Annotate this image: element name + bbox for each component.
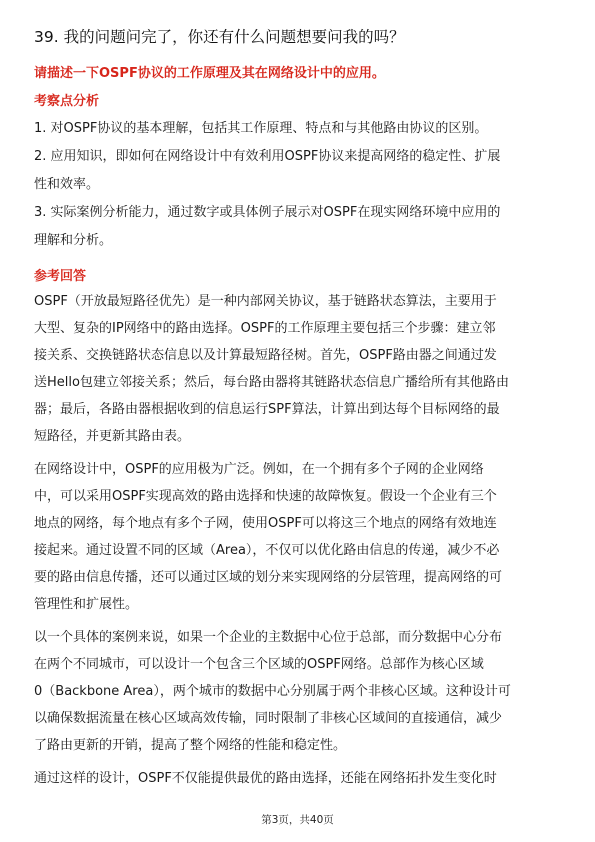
- page-number: 第3页，共40页: [261, 814, 334, 826]
- answer-line: 接起来。通过设置不同的区域（Area），不仅可以优化路由信息的传递，减少不必: [34, 543, 500, 558]
- answer-line: 在两个不同城市，可以设计一个包含三个区域的OSPF网络。总部作为核心区域: [34, 657, 484, 672]
- analysis-line: 3. 实际案例分析能力，通过数字或具体例子展示对OSPF在现实网络环境中应用的: [34, 205, 501, 220]
- question-title: 39. 我的问题问完了，你还有什么问题想要问我的吗？: [34, 28, 405, 46]
- analysis-line: 性和效率。: [34, 177, 100, 192]
- answer-line: 器；最后，各路由器根据收到的信息运行SPF算法，计算出到达每个目标网络的最: [34, 402, 500, 417]
- answer-line: 以确保数据流量在核心区域高效传输，同时限制了非核心区域间的直接通信，减少: [34, 711, 503, 726]
- answer-line: 要的路由信息传播，还可以通过区域的划分来实现网络的分层管理，提高网络的可: [34, 570, 503, 585]
- answer-line: 地点的网络，每个地点有多个子网，使用OSPF可以将这三个地点的网络有效地连: [34, 516, 497, 531]
- answer-line: 短路径，并更新其路由表。: [34, 429, 191, 444]
- answer-line: 在网络设计中，OSPF的应用极为广泛。例如，在一个拥有多个子网的企业网络: [34, 462, 484, 477]
- answer-line: 通过这样的设计，OSPF不仅能提供最优的路由选择，还能在网络拓扑发生变化时: [34, 771, 497, 786]
- answer-line: 了路由更新的开销，提高了整个网络的性能和稳定性。: [34, 738, 347, 753]
- answer-line: 送Hello包建立邻接关系；然后，每台路由器将其链路状态信息广播给所有其他路由: [34, 375, 509, 390]
- answer-heading: 参考回答: [34, 269, 87, 284]
- answer-line: 0（Backbone Area），两个城市的数据中心分别属于两个非核心区域。这种设计可: [34, 684, 511, 699]
- answer-line: 接关系、交换链路状态信息以及计算最短路径树。首先，OSPF路由器之间通过发: [34, 348, 497, 363]
- answer-line: 管理性和扩展性。: [34, 597, 139, 612]
- analysis-line: 理解和分析。: [34, 233, 113, 248]
- answer-line: OSPF（开放最短路径优先）是一种内部网关协议，基于链路状态算法，主要用于: [34, 294, 497, 309]
- analysis-line: 1. 对OSPF协议的基本理解，包括其工作原理、特点和与其他路由协议的区别。: [34, 121, 488, 136]
- question-prompt: 请描述一下OSPF协议的工作原理及其在网络设计中的应用。: [34, 66, 385, 81]
- answer-line: 大型、复杂的IP网络中的路由选择。OSPF的工作原理主要包括三个步骤：建立邻: [34, 321, 496, 336]
- analysis-line: 2. 应用知识，即如何在网络设计中有效利用OSPF协议来提高网络的稳定性、扩展: [34, 149, 501, 164]
- answer-line: 以一个具体的案例来说，如果一个企业的主数据中心位于总部，而分数据中心分布: [34, 630, 503, 645]
- analysis-heading: 考察点分析: [34, 94, 100, 109]
- answer-line: 中，可以采用OSPF实现高效的路由选择和快速的故障恢复。假设一个企业有三个: [34, 489, 497, 504]
